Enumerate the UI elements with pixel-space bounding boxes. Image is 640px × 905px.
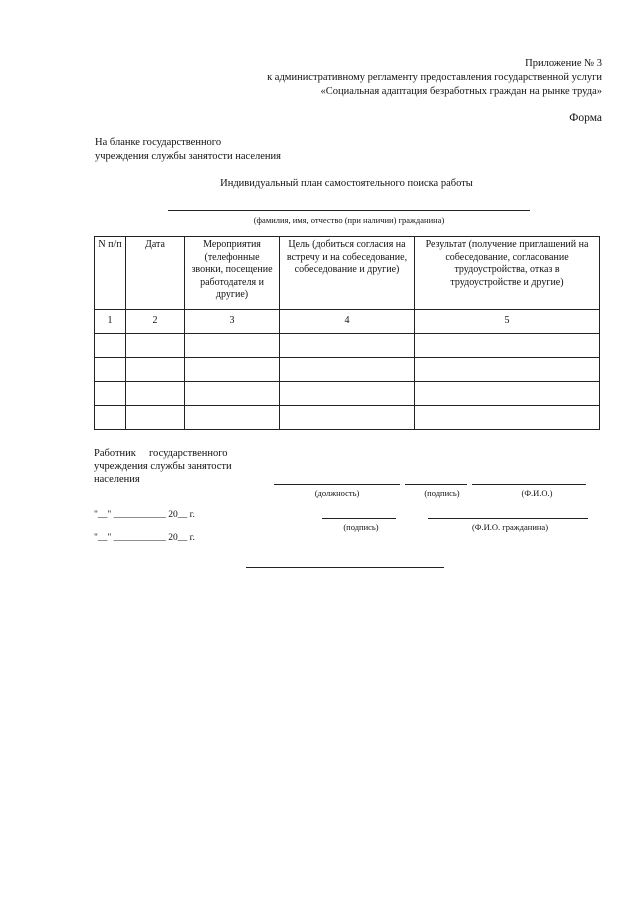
- document-title: Индивидуальный план самостоятельного поиска работы: [220, 178, 473, 189]
- table-cell: [95, 334, 126, 358]
- worker-label-line-3: населения: [94, 474, 140, 485]
- table-row: [95, 358, 600, 382]
- table-cell: [185, 406, 280, 430]
- table-cell: [415, 334, 600, 358]
- col-number-4: 4: [280, 310, 415, 334]
- signature-line: [405, 484, 467, 485]
- table-cell: [185, 334, 280, 358]
- col-number-3: 3: [185, 310, 280, 334]
- table-cell: [185, 358, 280, 382]
- caption-citizen-fio: (Ф.И.О. гражданина): [471, 522, 549, 532]
- letterhead-line-2: учреждения службы занятости населения: [95, 151, 281, 162]
- appendix-line-1: к административному регламенту предоставления государственной услуги: [267, 72, 602, 83]
- table-cell: [280, 358, 415, 382]
- table-cell: [126, 406, 185, 430]
- table-header-row: [95, 237, 600, 310]
- col-number-2: 2: [126, 310, 185, 334]
- col-number-5: 5: [415, 310, 600, 334]
- citizen-fio-line: [428, 518, 588, 519]
- form-label: Форма: [569, 112, 602, 124]
- table-row: [95, 406, 600, 430]
- date-field-1: "__" ___________ 20__ г.: [94, 510, 195, 520]
- table-cell: [95, 358, 126, 382]
- plan-table: [94, 236, 600, 430]
- bottom-separator-line: [246, 567, 444, 568]
- col-number-1: 1: [95, 310, 126, 334]
- table-cell: [185, 382, 280, 406]
- caption-signature: (подпись): [424, 488, 460, 498]
- col-header-number: N п/п: [95, 237, 126, 310]
- worker-label-line-2: учреждения службы занятости: [94, 461, 232, 472]
- col-header-goal: Цель (добиться согласия на встречу и на собеседование, собеседование и другие): [280, 237, 415, 310]
- table-cell: [126, 358, 185, 382]
- table-number-row: [95, 310, 600, 334]
- letterhead-line-1: На бланке государственного: [95, 137, 222, 148]
- table-row: [95, 334, 600, 358]
- fio-line: [472, 484, 586, 485]
- table-cell: [280, 382, 415, 406]
- citizen-name-line: [168, 210, 530, 211]
- citizen-signature-line: [322, 518, 396, 519]
- position-line: [274, 484, 400, 485]
- caption-fio: (Ф.И.О.): [521, 488, 553, 498]
- date-field-2: "__" ___________ 20__ г.: [94, 533, 195, 543]
- col-header-date: Дата: [126, 237, 185, 310]
- table-cell: [95, 382, 126, 406]
- worker-label-line-1: Работник государственного: [94, 448, 228, 459]
- appendix-line-2: «Социальная адаптация безработных граждан на рынке труда»: [320, 86, 602, 97]
- table-cell: [415, 358, 600, 382]
- col-header-result: Результат (получение приглашений на собеседование, согласование трудоустройства, отказ в трудоустройстве и другие): [415, 237, 600, 310]
- table-cell: [126, 334, 185, 358]
- caption-position: (должность): [314, 488, 360, 498]
- table-cell: [415, 406, 600, 430]
- table-cell: [95, 406, 126, 430]
- col-header-activities: Мероприятия (телефонные звонки, посещение работодателя и другие): [185, 237, 280, 310]
- appendix-title: Приложение № 3: [525, 58, 602, 69]
- table-cell: [280, 334, 415, 358]
- table-row: [95, 382, 600, 406]
- table-cell: [280, 406, 415, 430]
- caption-citizen-signature: (подпись): [343, 522, 379, 532]
- citizen-name-caption: (фамилия, имя, отчество (при наличии) гражданина): [253, 215, 445, 225]
- table-cell: [415, 382, 600, 406]
- table-cell: [126, 382, 185, 406]
